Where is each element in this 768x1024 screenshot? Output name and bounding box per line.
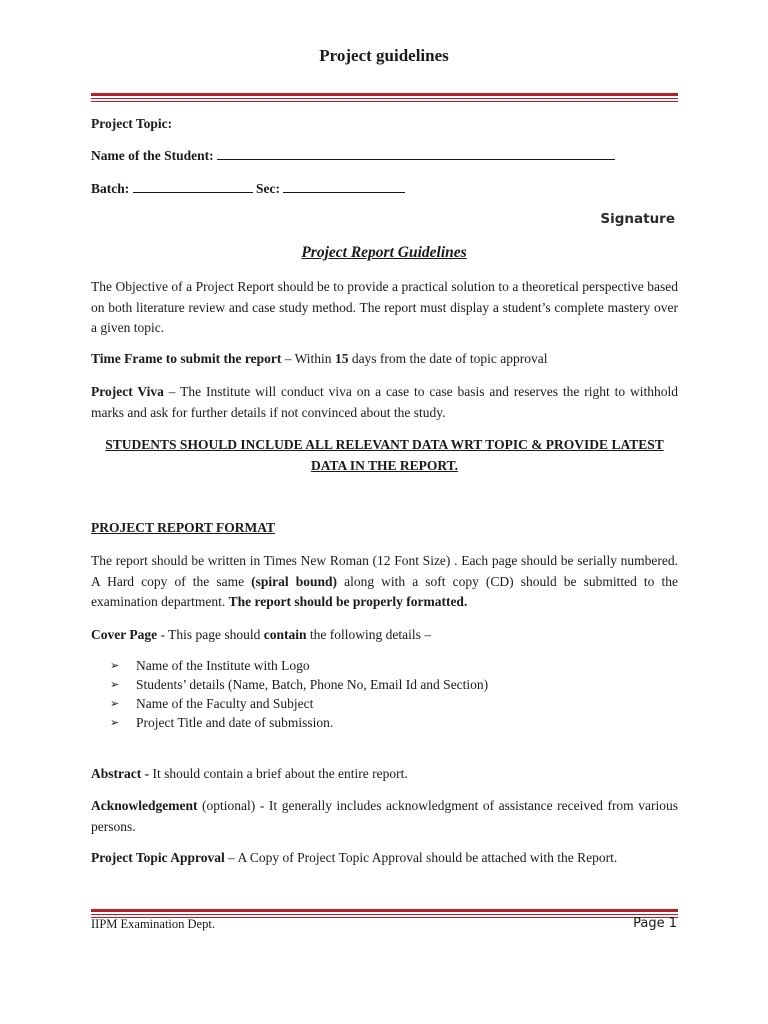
arrow-bullet-icon: ➢	[110, 697, 120, 710]
format-intro-paragraph	[91, 551, 678, 613]
viva-paragraph	[91, 382, 678, 423]
abstract-label: Abstract -	[91, 766, 150, 781]
acknowledgement-paragraph	[91, 796, 678, 837]
time-frame-days: 15	[334, 351, 349, 366]
project-topic-field	[91, 116, 172, 132]
list-item-text: Name of the Faculty and Subject	[136, 696, 314, 711]
header-rule	[91, 93, 678, 102]
time-frame-paragraph	[91, 349, 678, 370]
approval-text: – A Copy of Project Topic Approval should be attached with the Report.	[224, 850, 618, 865]
student-name-field	[91, 148, 615, 164]
arrow-bullet-icon: ➢	[110, 678, 120, 691]
time-frame-rest: days from the date of topic approval	[348, 351, 548, 366]
list-item-text: Name of the Institute with Logo	[136, 658, 310, 673]
footer-department: IIPM Examination Dept.	[91, 917, 215, 931]
sec-blank	[283, 181, 405, 193]
list-item	[110, 694, 488, 713]
cover-text-2: the following details –	[306, 627, 431, 642]
abstract-text: It should contain a brief about the entire report.	[149, 766, 408, 781]
time-frame-dash: – Within	[281, 351, 335, 366]
format-intro-bold-2: The report should be properly formatted.	[228, 594, 468, 609]
batch-label: Batch:	[91, 181, 130, 196]
project-topic-label: Project Topic:	[91, 116, 173, 131]
list-item	[110, 656, 488, 675]
approval-label: Project Topic Approval	[91, 850, 225, 865]
list-item-text: Students’ details (Name, Batch, Phone No, Email Id and Section)	[136, 677, 489, 692]
list-item	[110, 675, 488, 694]
abstract-paragraph	[91, 764, 678, 785]
cover-details-list	[110, 656, 488, 732]
time-frame-label: Time Frame to submit the report	[91, 351, 282, 366]
guidelines-heading: Project Report Guidelines	[301, 244, 467, 261]
sec-label: Sec:	[256, 181, 280, 196]
student-name-label: Name of the Student:	[91, 148, 214, 163]
cover-text-1: - This page should	[157, 627, 264, 642]
viva-text: – The Institute will conduct viva on a case to case basis and reserves the right to withhold marks and ask for further details if not convinced about the study.	[91, 384, 678, 420]
page-number: Page 1	[633, 916, 677, 931]
list-item	[110, 713, 488, 732]
format-heading: PROJECT REPORT FORMAT	[91, 520, 276, 535]
viva-label: Project Viva	[91, 384, 164, 399]
format-intro-2: along with a soft copy (CD) should be submitted to the examination department.	[91, 573, 678, 609]
page-title: Project guidelines	[319, 46, 449, 65]
ack-label: Acknowledgement	[91, 798, 198, 813]
notice-text: STUDENTS SHOULD INCLUDE ALL RELEVANT DATA WRT TOPIC & PROVIDE LATEST DATA IN THE REPORT.	[105, 437, 664, 473]
list-item-text: Project Title and date of submission.	[136, 715, 334, 730]
arrow-bullet-icon: ➢	[110, 659, 120, 672]
objective-paragraph: The Objective of a Project Report should be to provide a practical solution to a theoretical perspective based on both literature review and case study method. The report must display a student’s complete mastery over a given topic.	[91, 279, 678, 335]
signature-label: Signature	[600, 211, 675, 227]
cover-bold: contain	[263, 627, 307, 642]
arrow-bullet-icon: ➢	[110, 716, 120, 729]
format-intro-1: The report should be written in Times New Roman (12 Font Size) . Each page should be serially numbered. A Hard copy of the same	[91, 553, 678, 589]
approval-paragraph	[91, 848, 678, 869]
batch-sec-field	[91, 181, 405, 197]
cover-page-paragraph	[91, 625, 678, 646]
cover-label: Cover Page	[91, 627, 158, 642]
student-name-blank	[217, 148, 615, 160]
format-intro-bold-1: (spiral bound)	[251, 573, 337, 589]
ack-text: (optional) - It generally includes acknowledgment of assistance received from various persons.	[91, 798, 678, 834]
batch-blank	[133, 181, 253, 193]
